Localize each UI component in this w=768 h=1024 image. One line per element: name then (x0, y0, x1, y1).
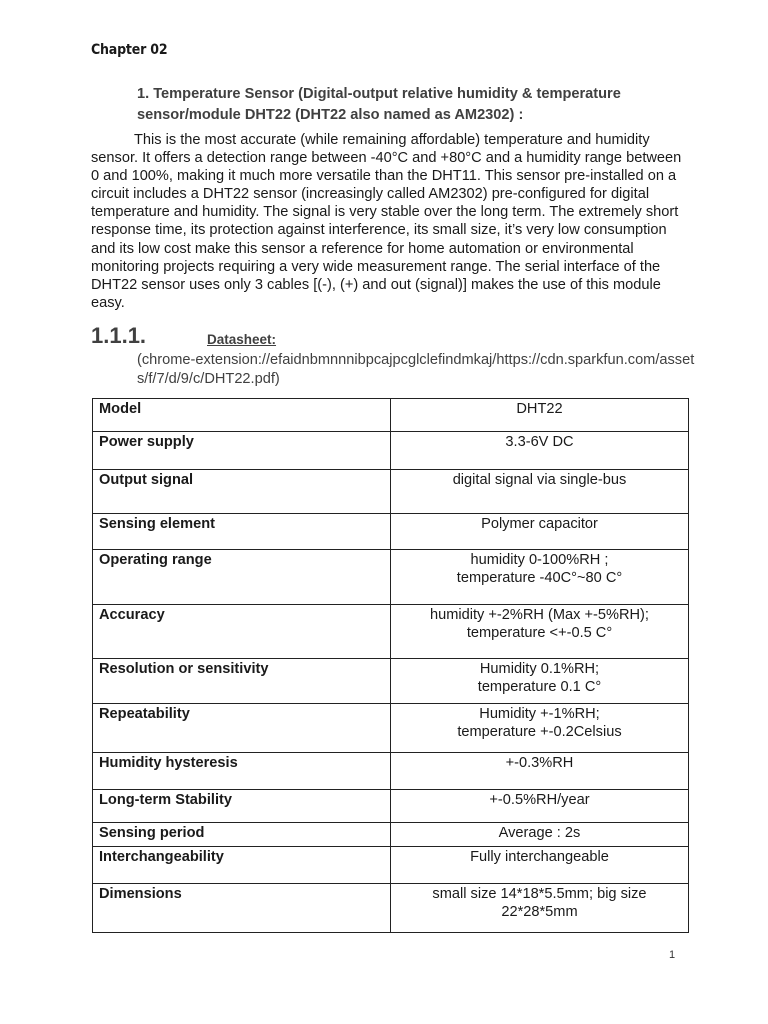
page-number: 1 (669, 949, 676, 961)
spec-value-line: humidity +-2%RH (Max +-5%RH); (430, 607, 649, 623)
spec-key: Dimensions (93, 884, 391, 933)
table-row (93, 659, 689, 704)
spec-value (391, 550, 689, 605)
spec-key: Interchangeability (93, 847, 391, 884)
spec-key: Humidity hysteresis (93, 753, 391, 790)
table-row (93, 847, 689, 884)
spec-key: Sensing element (93, 514, 391, 550)
spec-key: Repeatability (93, 704, 391, 753)
spec-value: digital signal via single-bus (391, 470, 689, 514)
spec-key: Output signal (93, 470, 391, 514)
spec-value-line: temperature <+-0.5 C° (466, 625, 613, 641)
spec-value-line: humidity 0-100%RH ; (470, 552, 609, 568)
table-row (93, 550, 689, 605)
spec-value: Fully interchangeable (391, 847, 689, 884)
spec-value: +-0.3%RH (391, 753, 689, 790)
spec-value-line: temperature 0.1 C° (477, 679, 602, 695)
spec-key: Accuracy (93, 605, 391, 659)
spec-value-line: 22*28*5mm (501, 904, 578, 920)
table-row (93, 470, 689, 514)
body-paragraph (91, 131, 691, 312)
table-row (93, 399, 689, 432)
spec-key: Sensing period (93, 823, 391, 847)
table-row (93, 432, 689, 470)
spec-value-line: small size 14*18*5.5mm; big size (432, 886, 647, 902)
table-row (93, 605, 689, 659)
spec-value: 3.3-6V DC (391, 432, 689, 470)
spec-key: Model (93, 399, 391, 432)
spec-value-line: Humidity +-1%RH; (479, 706, 600, 722)
spec-key: Power supply (93, 432, 391, 470)
spec-value (391, 884, 689, 933)
spec-value: DHT22 (391, 399, 689, 432)
spec-value: Average : 2s (391, 823, 689, 847)
spec-table (92, 398, 689, 933)
subsection-number: 1.1.1. (91, 323, 147, 348)
table-row (93, 823, 689, 847)
table-row (93, 753, 689, 790)
spec-key: Resolution or sensitivity (93, 659, 391, 704)
spec-key: Operating range (93, 550, 391, 605)
table-row (93, 790, 689, 823)
spec-value-line: temperature -40C°~80 C° (456, 570, 623, 586)
table-row (93, 884, 689, 933)
spec-value: +-0.5%RH/year (391, 790, 689, 823)
spec-value-line: temperature +-0.2Celsius (457, 724, 622, 740)
chapter-label: Chapter 02 (91, 42, 168, 58)
section-heading: 1. Temperature Sensor (Digital-output relative humidity & temperature sensor/module DHT22 (DHT22 also named as AM2302) : (137, 86, 621, 123)
spec-value: Polymer capacitor (391, 514, 689, 550)
table-row (93, 514, 689, 550)
table-row (93, 704, 689, 753)
paragraph-text: This is the most accurate (while remaining affordable) temperature and humidity sensor. It offers a detection range between -40°C and +80°C and a humidity range between 0 and 100%, making it much more versatile than the DHT11. This sensor pre-installed on a circuit includes a DHT22 sensor (increasingly called AM2302) pre-configured for digital temperature and humidity. The signal is very stable over the long term. The extremely short response time, its protection against interference, its small size, it’s very low consumption and its low cost make this sensor a reference for home automation or environmental monitoring projects requiring a very wide measurement range. The serial interface of the DHT22 sensor uses only 3 cables [(-), (+) and out (signal)] makes the use of this module easy. (91, 132, 682, 311)
spec-key: Long-term Stability (93, 790, 391, 823)
spec-value-line: Humidity 0.1%RH; (479, 661, 600, 677)
spec-value (391, 605, 689, 659)
datasheet-url: (chrome-extension://efaidnbmnnnibpcajpcglclefindmkaj/https://cdn.sparkfun.com/assets/f/7/d/9/c/DHT22.pdf) (137, 352, 695, 387)
spec-value (391, 659, 689, 704)
spec-value (391, 704, 689, 753)
datasheet-title: Datasheet: (207, 332, 277, 347)
